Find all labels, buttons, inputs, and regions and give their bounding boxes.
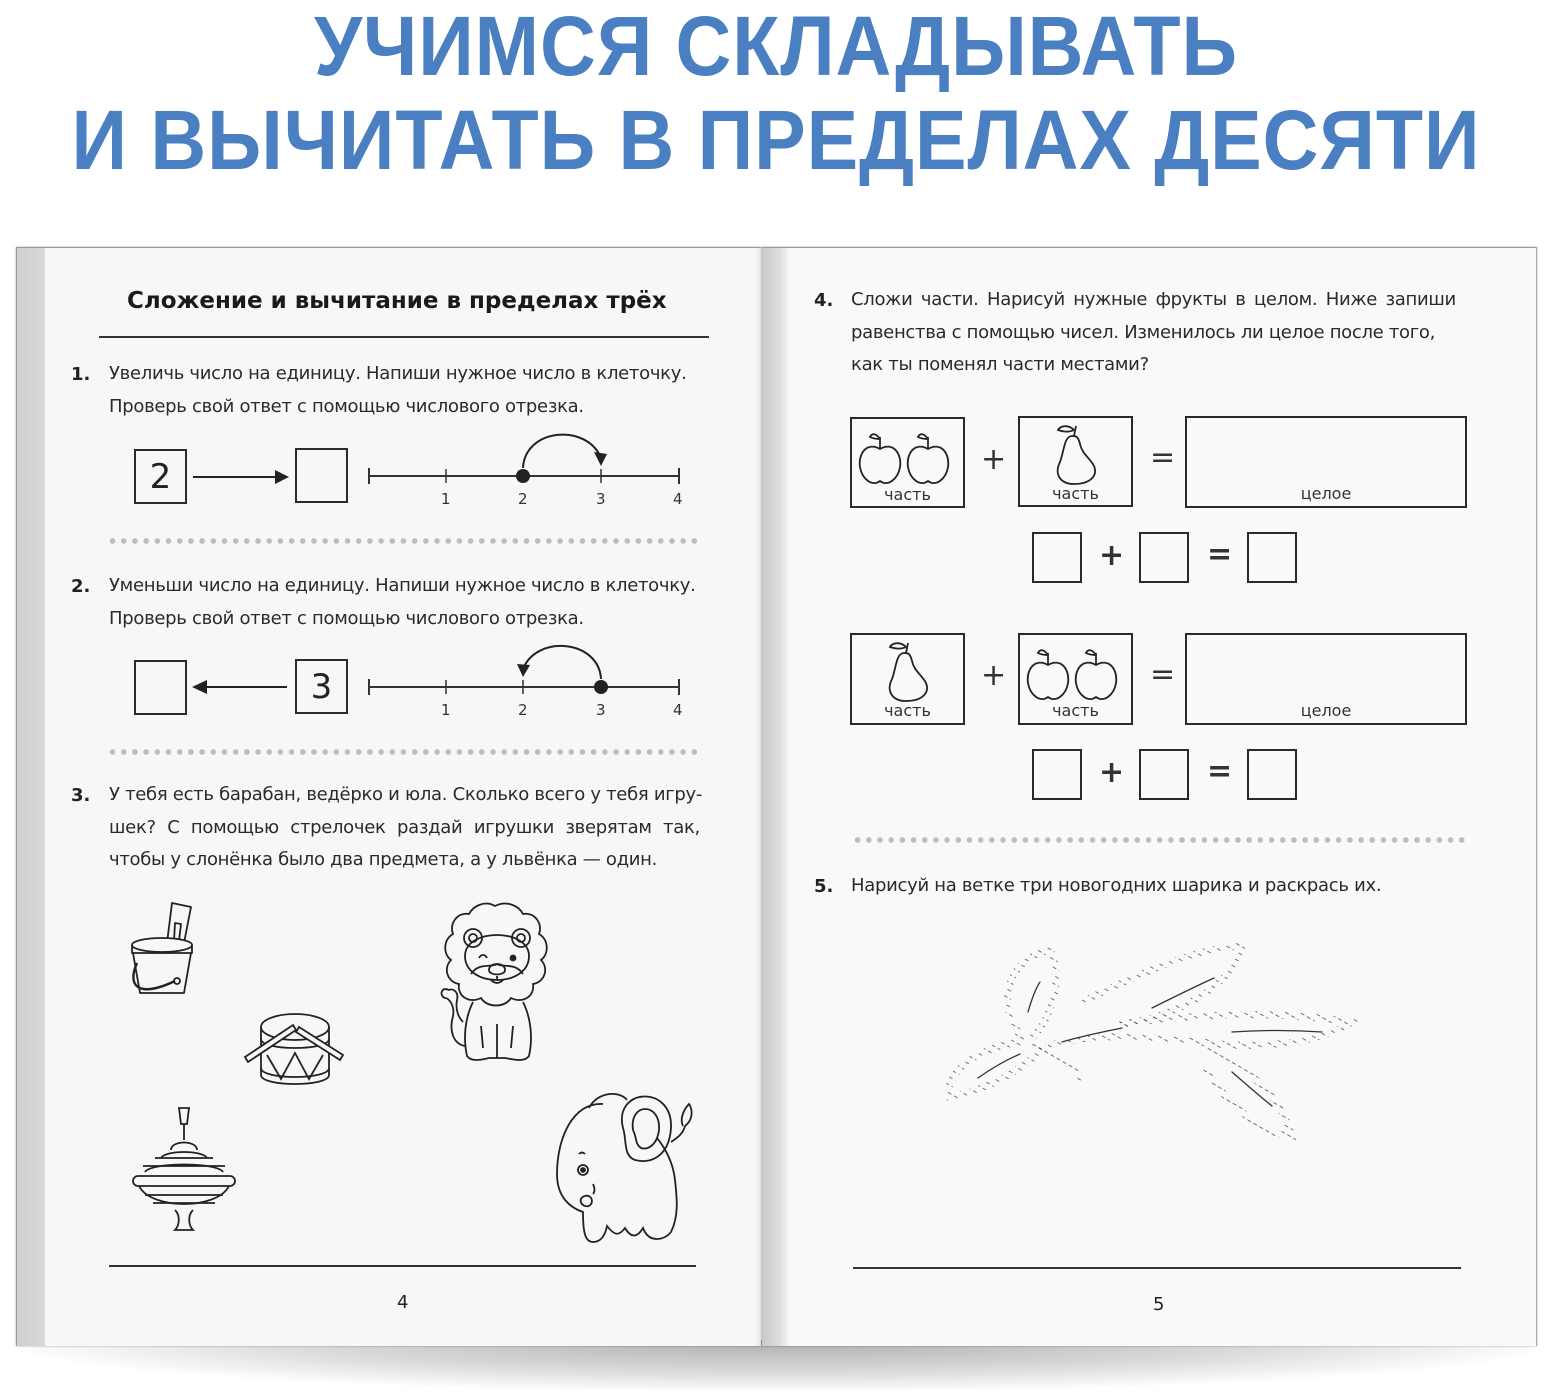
dotted-separator bbox=[107, 538, 702, 544]
part-label: часть bbox=[1052, 701, 1099, 720]
plus-sign: + bbox=[1099, 755, 1125, 790]
footer-rule bbox=[853, 1267, 1461, 1269]
equals-sign: = bbox=[1150, 657, 1176, 692]
tick-label: 1 bbox=[441, 701, 451, 719]
task-2-text bbox=[109, 570, 709, 635]
right-page bbox=[762, 247, 1537, 1346]
task-text-line: Проверь свой ответ с помощью числового отрезка. bbox=[109, 607, 584, 629]
part-box bbox=[1018, 416, 1133, 507]
answer-box[interactable] bbox=[1139, 749, 1189, 800]
lion-cub-icon[interactable] bbox=[435, 898, 565, 1068]
drum-icon[interactable] bbox=[245, 1005, 345, 1095]
task-3-text bbox=[109, 779, 709, 877]
given-number-box: 2 bbox=[134, 449, 187, 504]
part-box bbox=[850, 417, 965, 508]
task-1-text bbox=[109, 358, 709, 423]
tick-label: 2 bbox=[518, 701, 528, 719]
task-number: 2. bbox=[71, 576, 91, 597]
plus-sign: + bbox=[981, 442, 1007, 477]
footer-rule bbox=[109, 1265, 696, 1267]
whole-label: целое bbox=[1300, 701, 1352, 720]
task-text-line: шек? С помощью стрелочек раздай игрушки зверятам так, bbox=[109, 816, 700, 838]
task-text-line: Нарисуй на ветке три новогодних шарика и раскрась их. bbox=[851, 875, 1382, 896]
given-number-box: 3 bbox=[295, 659, 348, 714]
tick-label: 1 bbox=[441, 490, 451, 508]
page-number: 4 bbox=[397, 1292, 409, 1313]
task-number: 5. bbox=[814, 876, 834, 897]
apple-icon bbox=[1026, 647, 1126, 703]
answer-box[interactable] bbox=[295, 448, 348, 503]
dotted-separator bbox=[107, 749, 702, 755]
plus-sign: + bbox=[1099, 538, 1125, 573]
task-5-text bbox=[851, 870, 1471, 903]
answer-box[interactable] bbox=[1032, 749, 1082, 800]
gutter bbox=[755, 248, 761, 1346]
whole-box[interactable] bbox=[1185, 633, 1467, 725]
answer-box[interactable] bbox=[1032, 532, 1082, 583]
plus-sign: + bbox=[981, 658, 1007, 693]
tick-label: 3 bbox=[596, 490, 606, 508]
bucket-icon[interactable] bbox=[127, 903, 207, 1003]
part-label: часть bbox=[884, 485, 931, 504]
answer-box[interactable] bbox=[1139, 532, 1189, 583]
task-number: 1. bbox=[71, 364, 91, 385]
equals-sign: = bbox=[1207, 537, 1233, 572]
part-box bbox=[1018, 633, 1133, 725]
tick-label: 2 bbox=[518, 490, 528, 508]
task-text-line: Проверь свой ответ с помощью числового отрезка. bbox=[109, 395, 584, 417]
elephant-calf-icon[interactable] bbox=[553, 1088, 703, 1253]
page-number: 5 bbox=[1153, 1294, 1165, 1315]
task-text-line: чтобы у слонёнка было два предмета, а у львёнка — один. bbox=[109, 849, 658, 870]
task-text-line: как ты поменял части местами? bbox=[851, 354, 1149, 375]
left-page bbox=[16, 247, 761, 1346]
task-text-line: У тебя есть барабан, ведёрко и юла. Сколько всего у тебя игру- bbox=[109, 784, 703, 805]
page-title: Сложение и вычитание в пределах трёх bbox=[127, 288, 667, 314]
headline-line-1: УЧИМСЯ СКЛАДЫВАТЬ bbox=[313, 0, 1239, 93]
page-edge bbox=[17, 248, 45, 1346]
title-rule bbox=[99, 336, 709, 338]
answer-box[interactable] bbox=[134, 660, 187, 715]
gutter bbox=[762, 248, 788, 1346]
answer-box[interactable] bbox=[1247, 749, 1297, 800]
task-number: 4. bbox=[814, 290, 834, 311]
task-number: 3. bbox=[71, 785, 91, 806]
task-text-line: равенства с помощью чисел. Изменилось ли целое после того, bbox=[851, 321, 1436, 343]
answer-box[interactable] bbox=[1247, 532, 1297, 583]
whole-box[interactable] bbox=[1185, 416, 1467, 508]
whole-label: целое bbox=[1300, 484, 1352, 503]
headline-line-2: И ВЫЧИТАТЬ В ПРЕДЕЛАХ ДЕСЯТИ bbox=[71, 93, 1481, 187]
tick-label: 3 bbox=[596, 701, 606, 719]
dotted-separator bbox=[852, 837, 1468, 843]
part-label: часть bbox=[1052, 484, 1099, 503]
task-text-line: Уменьши число на единицу. Напиши нужное число в клеточку. bbox=[109, 575, 696, 596]
task-text-line: Сложи части. Нарисуй нужные фрукты в целом. Ниже запиши bbox=[851, 289, 1456, 310]
equals-sign: = bbox=[1207, 754, 1233, 789]
fir-branch-icon[interactable] bbox=[932, 938, 1382, 1148]
spinning-top-icon[interactable] bbox=[131, 1106, 241, 1236]
book-shadow bbox=[30, 1340, 1530, 1390]
pear-icon bbox=[1050, 422, 1110, 488]
tick-label: 4 bbox=[673, 701, 683, 719]
part-box bbox=[850, 633, 965, 725]
task-4-text bbox=[851, 284, 1471, 382]
part-label: часть bbox=[884, 701, 931, 720]
apple-icon bbox=[858, 431, 958, 487]
equals-sign: = bbox=[1150, 440, 1176, 475]
tick-label: 4 bbox=[673, 490, 683, 508]
pear-icon bbox=[882, 639, 942, 705]
task-text-line: Увеличь число на единицу. Напиши нужное число в клеточку. bbox=[109, 363, 687, 384]
number-line-2 bbox=[17, 248, 18, 249]
